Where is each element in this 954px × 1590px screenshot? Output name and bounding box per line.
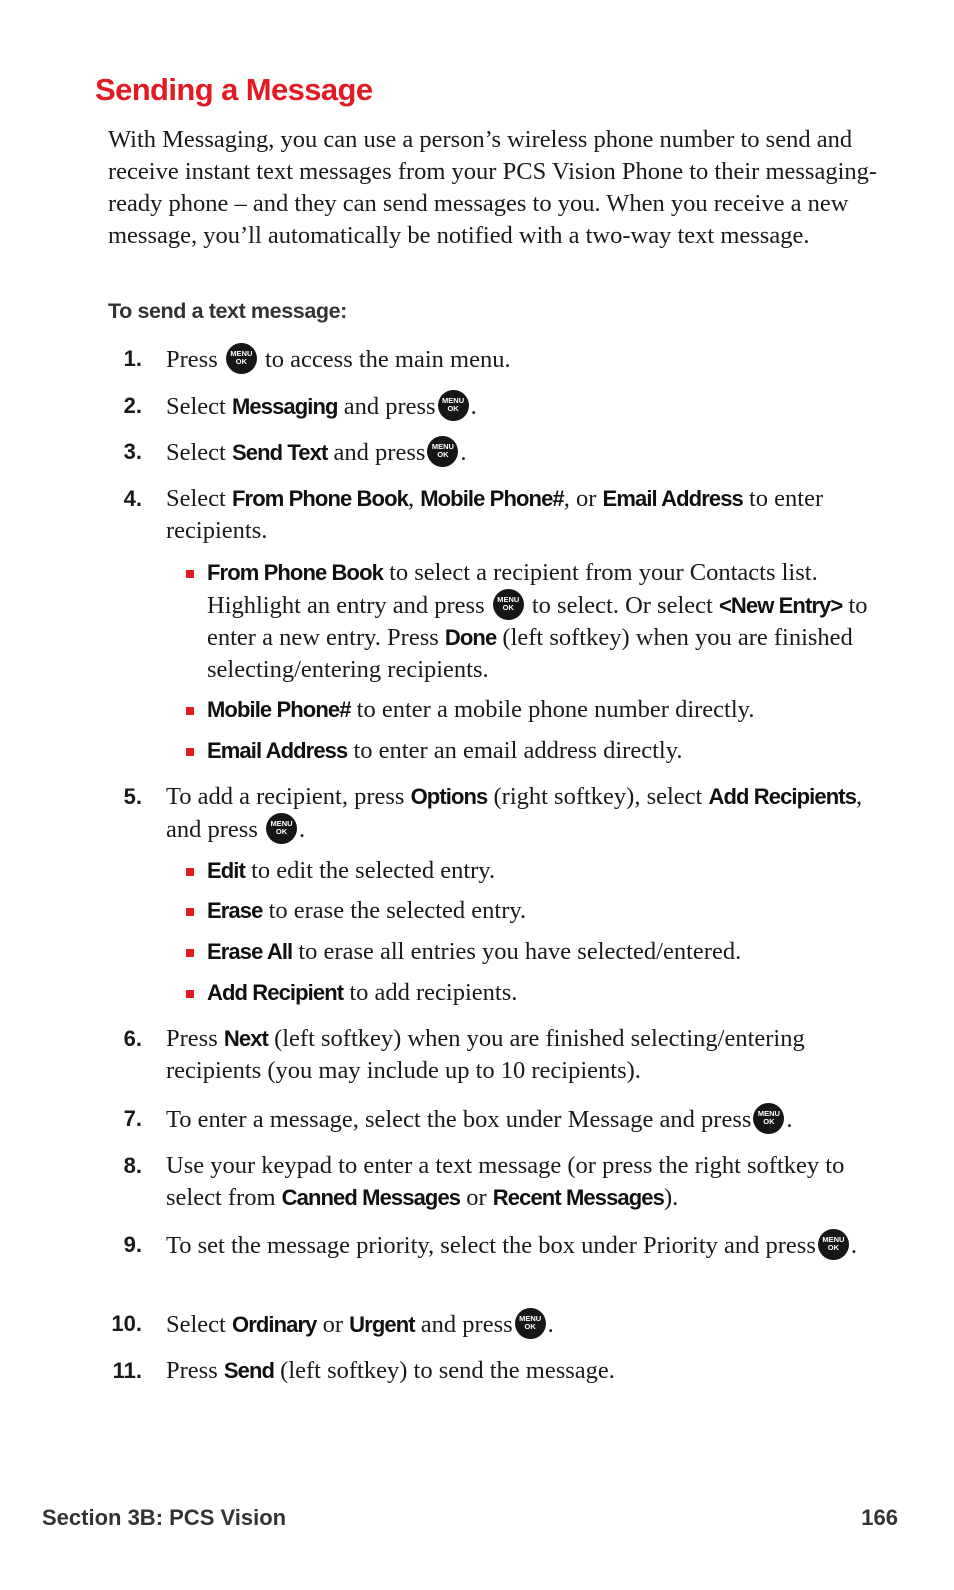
- menu-ok-key-icon: [226, 343, 257, 374]
- step-number: 7.: [123, 1106, 142, 1131]
- intro-paragraph: With Messaging, you can use a person’s wireless phone number to send and receive instant text messages from your PCS Vision Phone to their messaging-ready phone – and they can send messages to you. When you receive a new message, you’ll automatically be notified with a two-way text message.: [108, 126, 878, 249]
- menu-ok-key-icon: [753, 1103, 784, 1134]
- step-4: Select From Phone Book, Mobile Phone#, or Email Address to enter recipients.: [166, 485, 824, 544]
- menu-ok-key-icon: [438, 390, 469, 421]
- procedure-heading: To send a text message:: [108, 299, 347, 323]
- bullet-marker: [186, 707, 194, 715]
- step-6: Press Next (left softkey) when you are finished selecting/entering recipients (you may include up to 10 recipients).: [166, 1025, 805, 1084]
- step-2: Select Messaging and pressMENU OK .: [166, 390, 866, 423]
- step-10: Select Ordinary or Urgent and pressMENU OK .: [166, 1308, 866, 1341]
- step-number: 3.: [123, 439, 142, 464]
- step-5-option-add-recipient: Add Recipient to add recipients.: [207, 979, 518, 1006]
- menu-ok-key-icon: [427, 436, 458, 467]
- step-3: Select Send Text and pressMENU OK .: [166, 436, 866, 469]
- step-5-option-erase: Erase to erase the selected entry.: [207, 897, 527, 924]
- step-5-option-edit: Edit to edit the selected entry.: [207, 857, 496, 884]
- step-11: Press Send (left softkey) to send the message.: [166, 1357, 615, 1384]
- menu-ok-key-icon: [266, 813, 297, 844]
- bullet-marker: [186, 748, 194, 756]
- page-number: 166: [861, 1505, 898, 1530]
- step-number: 8.: [123, 1153, 142, 1178]
- bullet-marker: [186, 868, 194, 876]
- section-heading: Sending a Message: [95, 72, 373, 107]
- bullet-marker: [186, 990, 194, 998]
- step-number: 1.: [123, 346, 142, 371]
- step-number: 9.: [123, 1232, 142, 1257]
- step-number: 10.: [111, 1311, 142, 1336]
- step-5: To add a recipient, press Options (right softkey), select Add Recipients, and press MENU OK .: [166, 781, 866, 846]
- step-4-option-mobile-phone: Mobile Phone# to enter a mobile phone number directly.: [207, 696, 755, 723]
- step-number: 11.: [112, 1358, 142, 1383]
- step-9: To set the message priority, select the box under Priority and pressMENU OK .: [166, 1229, 866, 1262]
- step-5-option-erase-all: Erase All to erase all entries you have selected/entered.: [207, 938, 742, 965]
- menu-ok-key-icon: [493, 589, 524, 620]
- step-4-option-email: Email Address to enter an email address directly.: [207, 737, 683, 764]
- bullet-marker: [186, 949, 194, 957]
- step-1: Press MENU OK to access the main menu.: [166, 343, 866, 376]
- footer-section-label: Section 3B: PCS Vision: [42, 1505, 287, 1530]
- step-number: 6.: [123, 1026, 142, 1051]
- step-8: Use your keypad to enter a text message (or press the right softkey to select from Canned Messages or Recent Messages).: [166, 1152, 845, 1211]
- step-number: 2.: [123, 393, 142, 418]
- bullet-marker: [186, 570, 194, 578]
- step-4-option-phone-book: From Phone Book to select a recipient from your Contacts list. Highlight an entry and press MENU OK to select. Or select <New Entry> to enter a new entry. Press Done (left softkey) when you are finished selecting/entering recipients.: [207, 557, 872, 686]
- menu-ok-key-icon: [818, 1229, 849, 1260]
- bullet-marker: [186, 908, 194, 916]
- menu-ok-key-icon: [515, 1308, 546, 1339]
- step-number: 5.: [123, 784, 142, 809]
- step-number: 4.: [123, 486, 142, 511]
- step-7: To enter a message, select the box under Message and pressMENU OK .: [166, 1103, 866, 1136]
